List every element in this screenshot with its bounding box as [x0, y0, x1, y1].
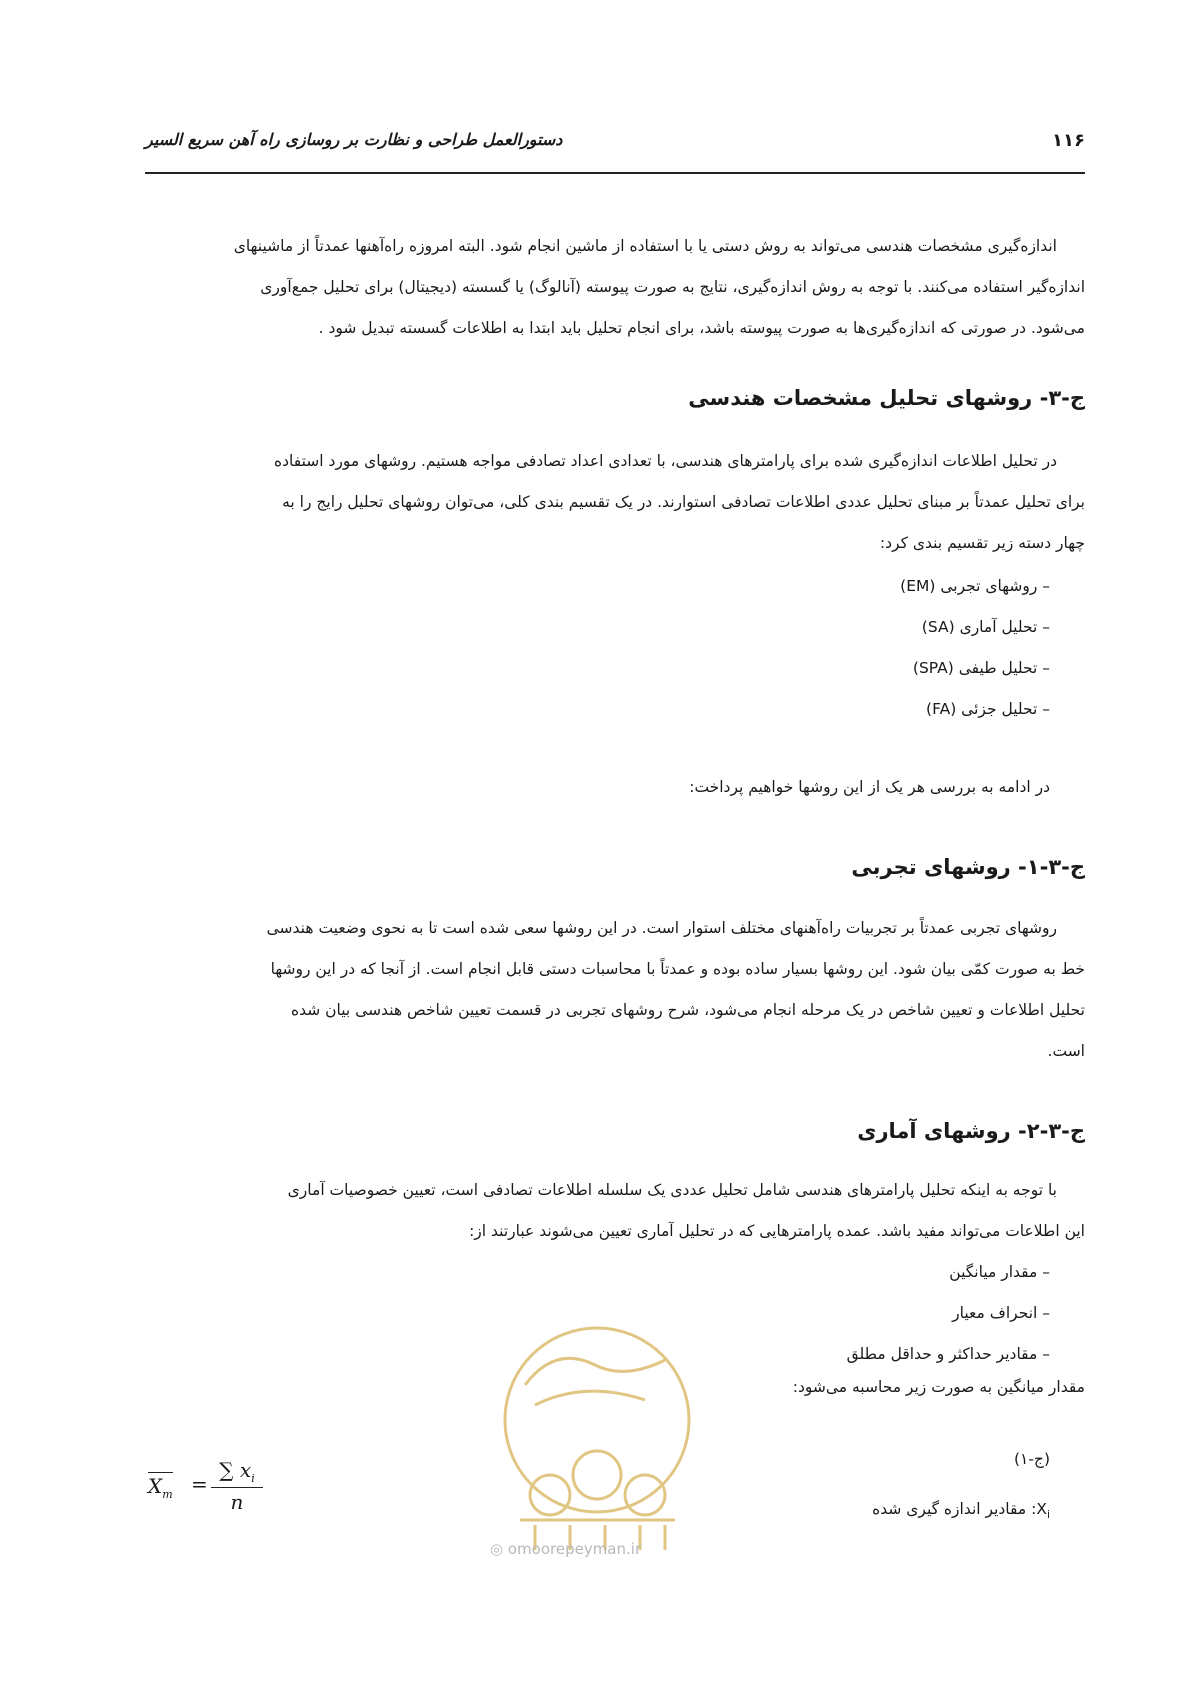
paragraph-line: است.	[1047, 1042, 1085, 1060]
paragraph-line: با توجه به اینکه تحلیل پارامترهای هندسی شامل تحلیل عددی یک سلسله اطلاعات تصادفی است، تعیین خصوصیات آماری	[287, 1181, 1057, 1199]
mean-intro: مقدار میانگین به صورت زیر محاسبه می‌شود:	[792, 1378, 1085, 1396]
paragraph-line: برای تحلیل عمدتاً بر مبنای تحلیل عددی اطلاعات تصادفی استوارند. در یک تقسیم بندی کلی، می‌توان روشهای تحلیل رایج را به	[282, 493, 1085, 511]
page-header	[145, 130, 1085, 160]
section-heading-c3-1: ج-۳-۱- روشهای تجربی	[851, 855, 1085, 879]
methods-list	[900, 566, 1050, 730]
intro-paragraph	[145, 226, 1085, 349]
formula-fraction	[211, 1458, 263, 1514]
running-title: دستورالعمل طراحی و نظارت بر روسازی راه آهن سریع السیر	[145, 130, 563, 149]
equation-label: (ج-۱)	[1013, 1450, 1050, 1468]
paragraph-line: این اطلاعات می‌تواند مفید باشد. عمده پارامترهایی که در تحلیل آماری تعیین می‌شوند عبارتند از:	[469, 1222, 1085, 1240]
paragraph-line: در تحلیل اطلاعات اندازه‌گیری شده برای پارامترهای هندسی، با تعدادی اعداد تصادفی مواجه هستیم. روشهای مورد استفاده	[273, 452, 1057, 470]
formula-equals: =	[191, 1472, 208, 1496]
section-c3-1-paragraph	[145, 908, 1085, 1072]
methods-closing: در ادامه به بررسی هر یک از این روشها خواهیم پرداخت:	[689, 778, 1050, 796]
list-item: – مقادیر حداکثر و حداقل مطلق	[846, 1345, 1050, 1363]
list-item: – تحلیل طیفی (SPA)	[912, 659, 1050, 677]
variable-definition: $X_i$: مقادیر اندازه گیری شده	[872, 1500, 1050, 1522]
paragraph-line: اندازه‌گیری مشخصات هندسی می‌تواند به روش دستی یا با استفاده از ماشین انجام شود. البته امروزه راه‌آهنها عمدتاً از ماشینهای	[233, 237, 1057, 255]
formula-denominator: n	[230, 1490, 244, 1514]
list-item: – انحراف معیار	[952, 1304, 1050, 1322]
section-c3-2-paragraph	[145, 1170, 1085, 1252]
watermark-logo-icon	[495, 1325, 700, 1560]
paragraph-line: می‌شود. در صورتی که اندازه‌گیری‌ها به صورت پیوسته باشد، برای انجام تحلیل باید ابتدا به اطلاعات گسسته تبدیل شود .	[318, 319, 1085, 337]
mean-formula	[148, 1458, 268, 1518]
watermark-site-text: ◎ omoorepeyman.ir	[490, 1540, 642, 1558]
statistical-parameters-list	[847, 1252, 1050, 1375]
list-item: – مقدار میانگین	[949, 1263, 1050, 1281]
paragraph-line: خط به صورت کمّی بیان شود. این روشها بسیار ساده بوده و عمدتاً با محاسبات دستی قابل انجام است. از آنجا که در این روشها	[270, 960, 1085, 978]
formula-lhs: $X_m$	[148, 1474, 173, 1501]
list-item: – تحلیل جزئی (FA)	[926, 700, 1050, 718]
formula-numerator: ∑ $x_i$	[211, 1458, 263, 1488]
section-c3-paragraph	[145, 441, 1085, 564]
paragraph-line: اندازه‌گیر استفاده می‌کنند. با توجه به روش اندازه‌گیری، نتایج به صورت پیوسته (آنالوگ) یا گسسته (دیجیتال) برای تحلیل جمع‌آوری	[260, 278, 1085, 296]
paragraph-line: تحلیل اطلاعات و تعیین شاخص در یک مرحله انجام می‌شود، شرح روشهای تجربی در قسمت تعیین شاخص هندسی بیان شده	[290, 1001, 1085, 1019]
page-number: ۱۱۶	[1052, 130, 1085, 151]
header-rule	[145, 172, 1085, 174]
section-heading-c3-2: ج-۳-۲- روشهای آماری	[857, 1119, 1085, 1143]
list-item: – تحلیل آماری (SA)	[921, 618, 1050, 636]
paragraph-line: روشهای تجربی عمدتاً بر تجربیات راه‌آهنهای مختلف استوار است. در این روشها سعی شده است تا به نحوی وضعیت هندسی	[266, 919, 1057, 937]
list-item: – روشهای تجربی (EM)	[900, 577, 1050, 595]
paragraph-line: چهار دسته زیر تقسیم بندی کرد:	[879, 534, 1085, 552]
section-heading-c3: ج-۳- روشهای تحلیل مشخصات هندسی	[688, 386, 1085, 410]
